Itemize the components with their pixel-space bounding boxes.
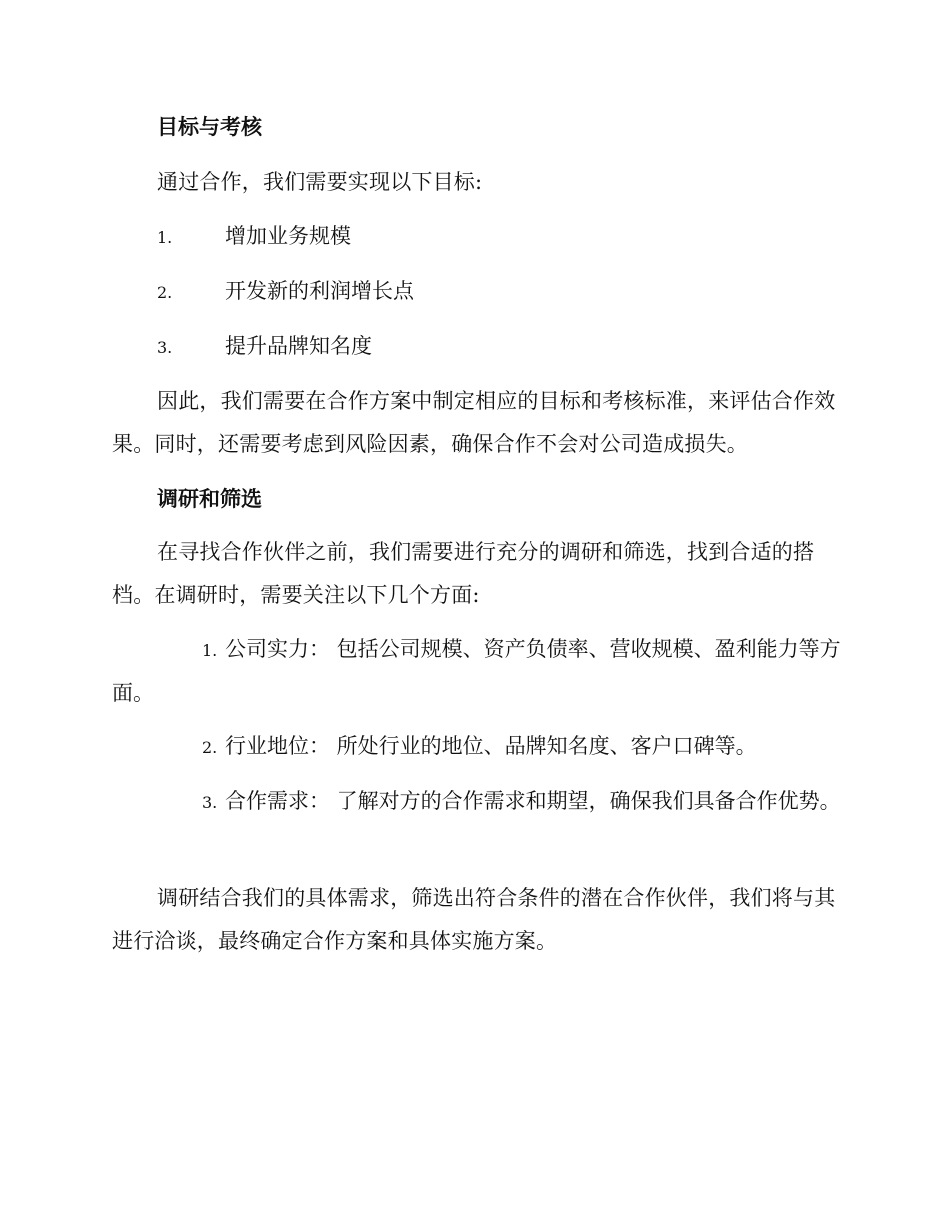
list-item [112,725,842,769]
paragraph-goals-intro: 通过合作，我们需要实现以下目标: [157,170,483,194]
list-item [112,780,842,824]
paragraph-research-intro: 在寻找合作伙伴之前，我们需要进行充分的调研和筛选，找到合适的搭档。在调研时，需要关注以下几个方面: [112,540,815,607]
list-item [112,270,887,314]
list-number: 1. [202,641,218,660]
paragraph-goals-closing: 因此，我们需要在合作方案中制定相应的目标和考核标准，来评估合作效果。同时，还需要考虑到风险因素，确保合作不会对公司造成损失。 [112,389,836,456]
list-item [112,628,842,715]
list-number: 2. [202,738,218,757]
list-item [112,215,887,259]
list-text: 公司实力： 包括公司规模、资产负债率、营收规模、盈利能力等方面。 [112,637,841,705]
list-text: 增加业务规模 [225,224,351,248]
list-text: 行业地位： 所处行业的地位、品牌知名度、客户口碑等。 [225,734,757,758]
section-heading-goals: 目标与考核 [157,115,262,139]
list-number: 3. [157,338,173,357]
list-number: 2. [157,283,173,302]
list-text: 合作需求： 了解对方的合作需求和期望，确保我们具备合作优势。 [225,789,841,813]
list-number: 3. [202,793,218,812]
paragraph-research-closing: 调研结合我们的具体需求，筛选出符合条件的潜在合作伙伴，我们将与其进行洽谈，最终确定合作方案和具体实施方案。 [112,886,836,953]
list-number: 1. [157,228,173,247]
list-text: 开发新的利润增长点 [225,279,414,303]
list-text: 提升品牌知名度 [225,334,372,358]
list-item [112,325,887,369]
section-heading-research: 调研和筛选 [157,487,262,511]
